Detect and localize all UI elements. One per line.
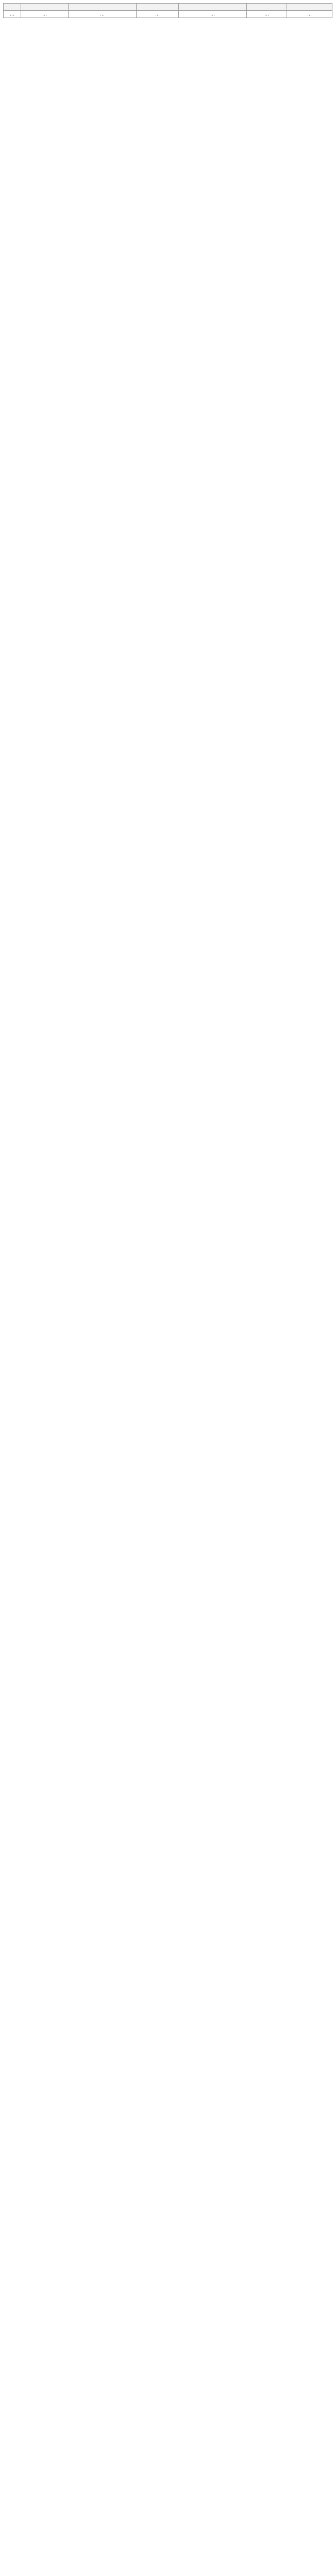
table-cell: … xyxy=(21,11,69,18)
table-cell: … xyxy=(137,11,179,18)
table-row xyxy=(4,11,332,18)
table-cell: … xyxy=(179,11,247,18)
table-cell: … xyxy=(287,11,332,18)
col-exam-id-header xyxy=(21,4,69,11)
table-header-row xyxy=(4,4,332,11)
table-cell: … xyxy=(4,11,21,18)
col-index-header xyxy=(4,4,21,11)
table-cell: … xyxy=(247,11,287,18)
table-cell: … xyxy=(69,11,137,18)
table-body xyxy=(4,11,332,18)
col-name-header xyxy=(137,4,179,11)
col-school-header xyxy=(179,4,247,11)
col-track-header xyxy=(247,4,287,11)
col-status-header xyxy=(287,4,332,11)
col-id-number-header xyxy=(69,4,137,11)
admission-table xyxy=(3,3,332,18)
